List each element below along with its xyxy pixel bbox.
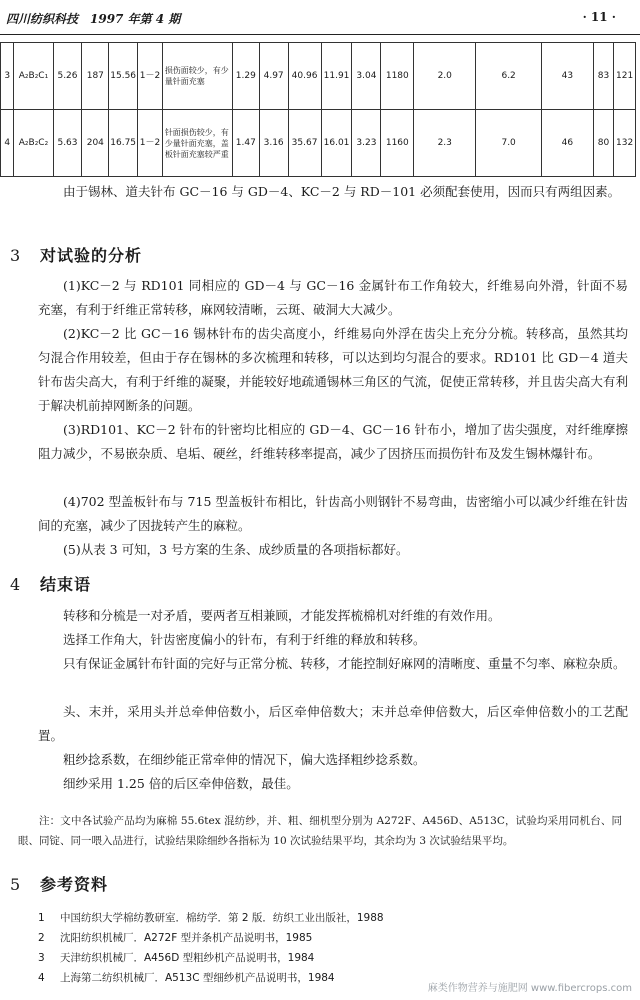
section-number: 4 bbox=[10, 575, 22, 594]
page-number: · 11 · bbox=[582, 10, 616, 24]
reference-text: 天津纺织机械厂．A456D 型粗纱机产品说明书，1984 bbox=[60, 952, 315, 964]
section-title: 参考资料 bbox=[40, 875, 109, 894]
section-4-heading bbox=[10, 572, 91, 595]
section-number: 5 bbox=[10, 875, 22, 894]
table-cell: 204 bbox=[82, 110, 109, 177]
table-cell: A₂B₂C₁ bbox=[14, 43, 53, 110]
reference-item bbox=[38, 910, 384, 925]
table-cell: 针面损伤较少，有少量针面充塞，盖板针面充塞较严重 bbox=[162, 110, 232, 177]
table-cell: 80 bbox=[593, 110, 614, 177]
table-cell: 6.2 bbox=[476, 43, 542, 110]
reference-text: 中国纺织大学棉纺教研室．棉纺学．第 2 版．纺织工业出版社，1988 bbox=[60, 912, 384, 924]
table-cell: 2.0 bbox=[414, 43, 476, 110]
table-cell: 16.75 bbox=[109, 110, 138, 177]
table-cell: 132 bbox=[614, 110, 636, 177]
table-cell: 11.91 bbox=[321, 43, 352, 110]
section-3-heading bbox=[10, 243, 142, 266]
table-cell: 2.3 bbox=[414, 110, 476, 177]
table-cell: 3.16 bbox=[259, 110, 288, 177]
table-cell: 46 bbox=[542, 110, 594, 177]
body-paragraph: 转移和分梳是一对矛盾，要两者互相兼顾，才能发挥梳棉机对纤维的有效作用。 bbox=[63, 608, 501, 623]
table-cell: 1－2 bbox=[138, 110, 163, 177]
body-paragraph: (3)RD101、KC－2 针布的针密均比相应的 GD－4、GC－16 针布小，增加了齿尖强度，对纤维摩擦阻力减少，不易嵌杂质、皂垢、硬丝，纤维转移率提高，减少了因挤压而损伤针布及发生锡林爆针布。 bbox=[38, 422, 628, 461]
table-cell: 187 bbox=[82, 43, 109, 110]
footnote: 注：文中各试验产品均为麻棉 55.6tex 混纺纱，并、粗、细机型分别为 A272F、A456D、A513C，试验均采用同机台、同眼、同锭、同一喂入品进行，试验结果除细纱各指标为 10 次试验结果平均，其余均为 3 次试验结果平均。 bbox=[18, 814, 622, 847]
table-cell: 43 bbox=[542, 43, 594, 110]
table-cell: 3 bbox=[1, 43, 14, 110]
body-paragraph: 选择工作角大，针齿密度偏小的针布，有利于纤维的释放和转移。 bbox=[63, 632, 426, 647]
reference-number: 3 bbox=[38, 952, 45, 964]
body-paragraph: 细纱采用 1.25 倍的后区牵伸倍数，最佳。 bbox=[63, 776, 299, 791]
table-cell: 1.47 bbox=[232, 110, 259, 177]
reference-item bbox=[38, 970, 335, 985]
body-paragraph: (2)KC－2 比 GC－16 锡林针布的齿尖高度小，纤维易向外浮在齿尖上充分分梳。转移高，虽然其均匀混合作用较差，但由于存在锡林的多次梳理和转移，可以达到均匀混合的要求。RD101 比 GD－4 道夫针布齿尖高大，有利于纤维的凝聚，并能较好地疏通锡林三角区的气流，促使正常转移，并且齿尖高大有利于解决机前掉网断条的问题。 bbox=[38, 326, 628, 413]
results-table bbox=[0, 42, 636, 177]
reference-number: 1 bbox=[38, 912, 45, 924]
running-header bbox=[0, 0, 640, 35]
table-cell: 1180 bbox=[381, 43, 414, 110]
section-title: 对试验的分析 bbox=[40, 246, 143, 265]
section-title: 结束语 bbox=[40, 575, 92, 594]
table-cell: 83 bbox=[593, 43, 614, 110]
reference-text: 上海第二纺织机械厂．A513C 型细纱机产品说明书，1984 bbox=[60, 972, 335, 984]
table-cell: 16.01 bbox=[321, 110, 352, 177]
reference-item bbox=[38, 930, 312, 945]
table-cell: 35.67 bbox=[288, 110, 321, 177]
table-row bbox=[1, 110, 636, 177]
table-cell: 3.04 bbox=[352, 43, 381, 110]
table-cell: A₂B₂C₂ bbox=[14, 110, 53, 177]
journal-title: 四川纺织科技 1997 年第 4 期 bbox=[6, 12, 181, 26]
body-paragraph: (4)702 型盖板针布与 715 型盖板针布相比，针齿高小则钢针不易弯曲，齿密缩小可以减少纤维在针齿间的充塞，减少了因拢转产生的麻粒。 bbox=[38, 494, 628, 533]
table-cell: 15.56 bbox=[109, 43, 138, 110]
table-cell: 1－2 bbox=[138, 43, 163, 110]
intro-paragraph: 由于锡林、道夫针布 GC－16 与 GD－4、KC－2 与 RD－101 必须配套使用，因而只有两组因素。 bbox=[63, 184, 621, 199]
table-cell: 7.0 bbox=[476, 110, 542, 177]
body-paragraph: 头、末并，采用头并总牵伸倍数小，后区牵伸倍数大；末并总牵伸倍数大，后区牵伸倍数小的工艺配置。 bbox=[38, 704, 628, 743]
body-paragraph: (1)KC－2 与 RD101 同相应的 GD－4 与 GC－16 金属针布工作角较大，纤维易向外滑，针面不易充塞，有利于纤维正常转移，麻网较清晰，云斑、破洞大大减少。 bbox=[38, 278, 628, 317]
table-cell: 4.97 bbox=[259, 43, 288, 110]
table-cell: 5.26 bbox=[53, 43, 82, 110]
table-cell: 1160 bbox=[381, 110, 414, 177]
table-cell: 121 bbox=[614, 43, 636, 110]
section-number: 3 bbox=[10, 246, 22, 265]
table-cell: 损伤面较少，有少量针面充塞 bbox=[162, 43, 232, 110]
section-5-heading bbox=[10, 872, 108, 895]
body-paragraph: 只有保证金属针布针面的完好与正常分梳、转移，才能控制好麻网的清晰度、重量不匀率、麻粒杂质。 bbox=[63, 656, 626, 671]
reference-number: 4 bbox=[38, 972, 45, 984]
reference-item bbox=[38, 950, 314, 965]
table-cell: 5.63 bbox=[53, 110, 82, 177]
table-cell: 40.96 bbox=[288, 43, 321, 110]
table-cell: 3.23 bbox=[352, 110, 381, 177]
reference-number: 2 bbox=[38, 932, 45, 944]
table-cell: 1.29 bbox=[232, 43, 259, 110]
body-paragraph: (5)从表 3 可知，3 号方案的生条、成纱质量的各项指标都好。 bbox=[63, 542, 409, 557]
reference-text: 沈阳纺织机械厂．A272F 型并条机产品说明书，1985 bbox=[60, 932, 313, 944]
table-cell: 4 bbox=[1, 110, 14, 177]
table-row bbox=[1, 43, 636, 110]
body-paragraph: 粗纱捻系数，在细纱能正常牵伸的情况下，偏大选择粗纱捻系数。 bbox=[63, 752, 426, 767]
watermark: 麻类作物营养与施肥网 www.fibercrops.com bbox=[427, 983, 632, 994]
